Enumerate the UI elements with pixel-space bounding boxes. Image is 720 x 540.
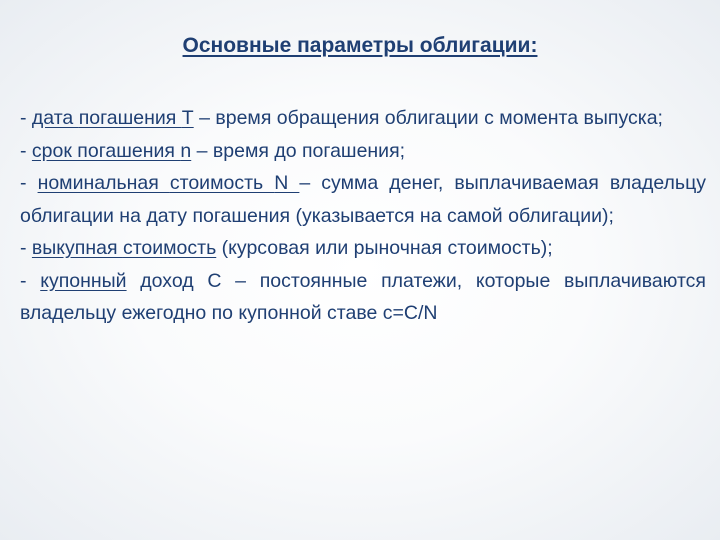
item-term: погашения bbox=[78, 107, 182, 129]
item-term: срок погашения bbox=[31, 139, 181, 162]
item-description: – время до погашения; bbox=[191, 139, 406, 162]
item-term: стоимость bbox=[169, 172, 275, 194]
slide-title: Основные параметры облигации: bbox=[182, 34, 538, 57]
item-symbol: N bbox=[274, 172, 300, 194]
item-term: дата bbox=[31, 107, 79, 129]
list-item-coupon-income bbox=[20, 265, 706, 330]
list-item-nominal-value bbox=[20, 167, 706, 232]
item-symbol: n bbox=[180, 139, 192, 162]
item-description: доход С – постоянные платежи, которые выплачиваются владельцу ежегодно по купонной ставе с=C/N bbox=[20, 269, 706, 324]
item-symbol: Т bbox=[181, 107, 194, 129]
list-item-maturity-term bbox=[20, 135, 706, 168]
item-dash: - bbox=[20, 237, 32, 259]
item-term: стоимость bbox=[122, 237, 217, 259]
item-description: – время обращения облигации с момента выпуска; bbox=[193, 107, 663, 129]
list-item-redemption-value bbox=[20, 232, 706, 265]
item-description: – сумма денег, выплачиваемая владельцу облигации на дату погашения (указывается на самой облигации); bbox=[20, 172, 707, 227]
list-item-maturity-date bbox=[20, 102, 706, 135]
item-dash: - bbox=[20, 172, 38, 194]
parameters-list bbox=[20, 102, 706, 330]
item-term: купонный bbox=[40, 269, 127, 292]
item-description: (курсовая или рыночная стоимость); bbox=[216, 237, 553, 259]
item-term: выкупная bbox=[31, 237, 123, 259]
item-dash: - bbox=[20, 107, 32, 129]
item-dash: - bbox=[20, 269, 41, 292]
item-dash: - bbox=[20, 139, 32, 162]
item-term: номинальная bbox=[37, 172, 170, 194]
